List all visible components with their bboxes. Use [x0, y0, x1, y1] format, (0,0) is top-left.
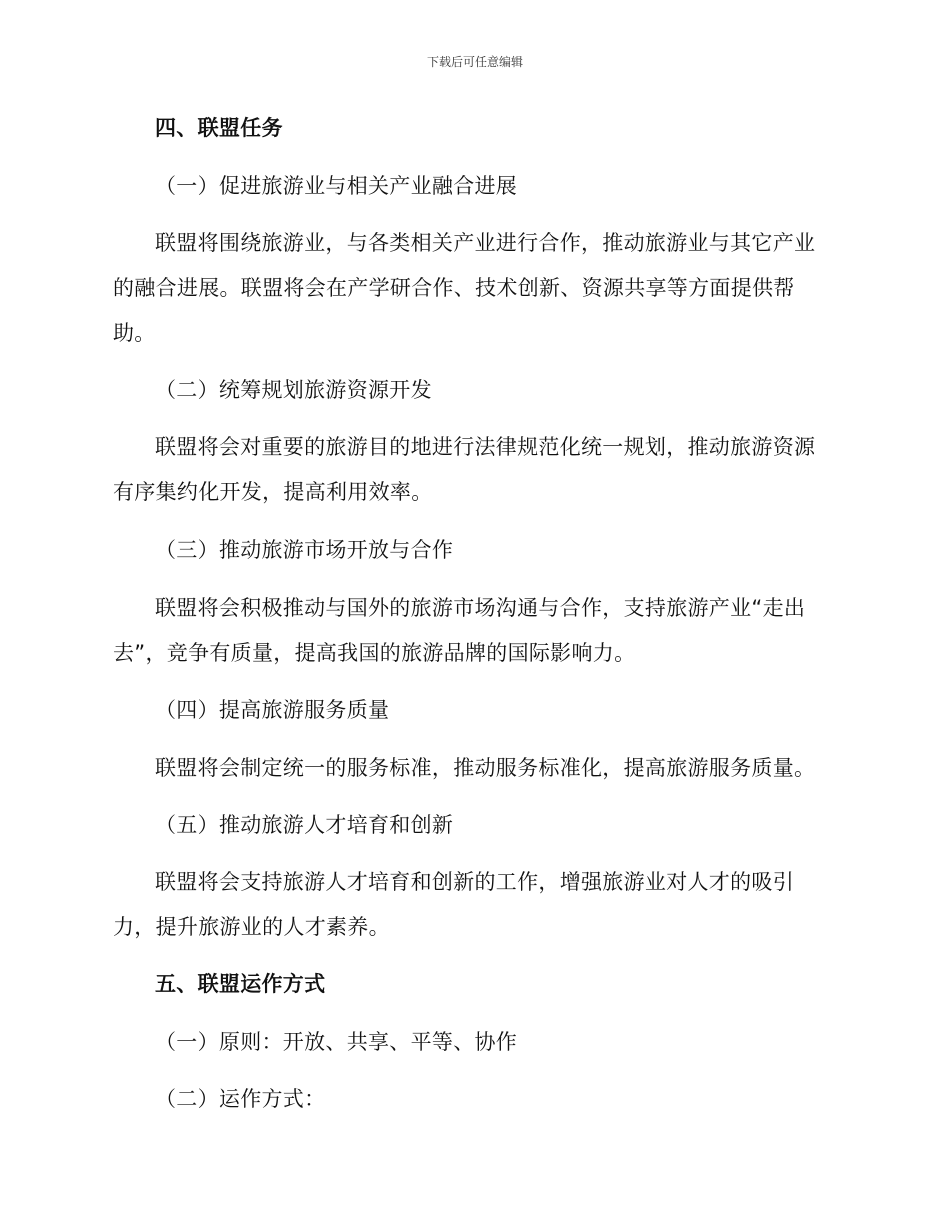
- paragraph-3-line-2: 去”，竞争有质量，提高我国的旅游品牌的国际影响力。: [113, 641, 636, 665]
- paragraph-2-line-2: 有序集约化开发，提高利用效率。: [113, 480, 433, 504]
- paragraph-1-line-3: 助。: [113, 321, 156, 345]
- subsection-6-title: （一）原则：开放、共享、平等、协作: [155, 1030, 518, 1054]
- paragraph-1: [113, 221, 835, 356]
- subsection-5-title: （五）推动旅游人才培育和创新: [155, 813, 454, 837]
- paragraph-4: [113, 746, 835, 791]
- subsection-1-title: （一）促进旅游业与相关产业融合进展: [155, 174, 518, 198]
- page-header: 下载后可任意编辑: [426, 55, 523, 69]
- paragraph-3: [113, 586, 835, 676]
- paragraph-5-line-1: 联盟将会支持旅游人才培育和创新的工作，增强旅游业对人才的吸引: [155, 870, 794, 894]
- paragraph-5-line-2: 力，提升旅游业的人才素养。: [113, 915, 390, 939]
- paragraph-4-line-1: 联盟将会制定统一的服务标准，推动服务标准化，提高旅游服务质量。: [155, 756, 816, 780]
- paragraph-3-line-1: 联盟将会积极推动与国外的旅游市场沟通与合作，支持旅游产业“走出: [155, 596, 806, 620]
- paragraph-2-line-1: 联盟将会对重要的旅游目的地进行法律规范化统一规划，推动旅游资源: [155, 435, 816, 459]
- paragraph-1-line-1: 联盟将围绕旅游业，与各类相关产业进行合作，推动旅游业与其它产业: [155, 231, 816, 255]
- subsection-3-title: （三）推动旅游市场开放与合作: [155, 538, 454, 562]
- paragraph-1-line-2: 的融合进展。联盟将会在产学研合作、技术创新、资源共享等方面提供帮: [113, 276, 795, 300]
- paragraph-2: [113, 425, 835, 515]
- subsection-2-title: （二）统筹规划旅游资源开发: [155, 378, 432, 402]
- section-heading-4: 四、联盟任务: [155, 116, 283, 140]
- subsection-4-title: （四）提高旅游服务质量: [155, 698, 390, 722]
- paragraph-5: [113, 860, 835, 950]
- section-heading-5: 五、联盟运作方式: [155, 972, 326, 996]
- subsection-7-title: （二）运作方式：: [155, 1087, 326, 1111]
